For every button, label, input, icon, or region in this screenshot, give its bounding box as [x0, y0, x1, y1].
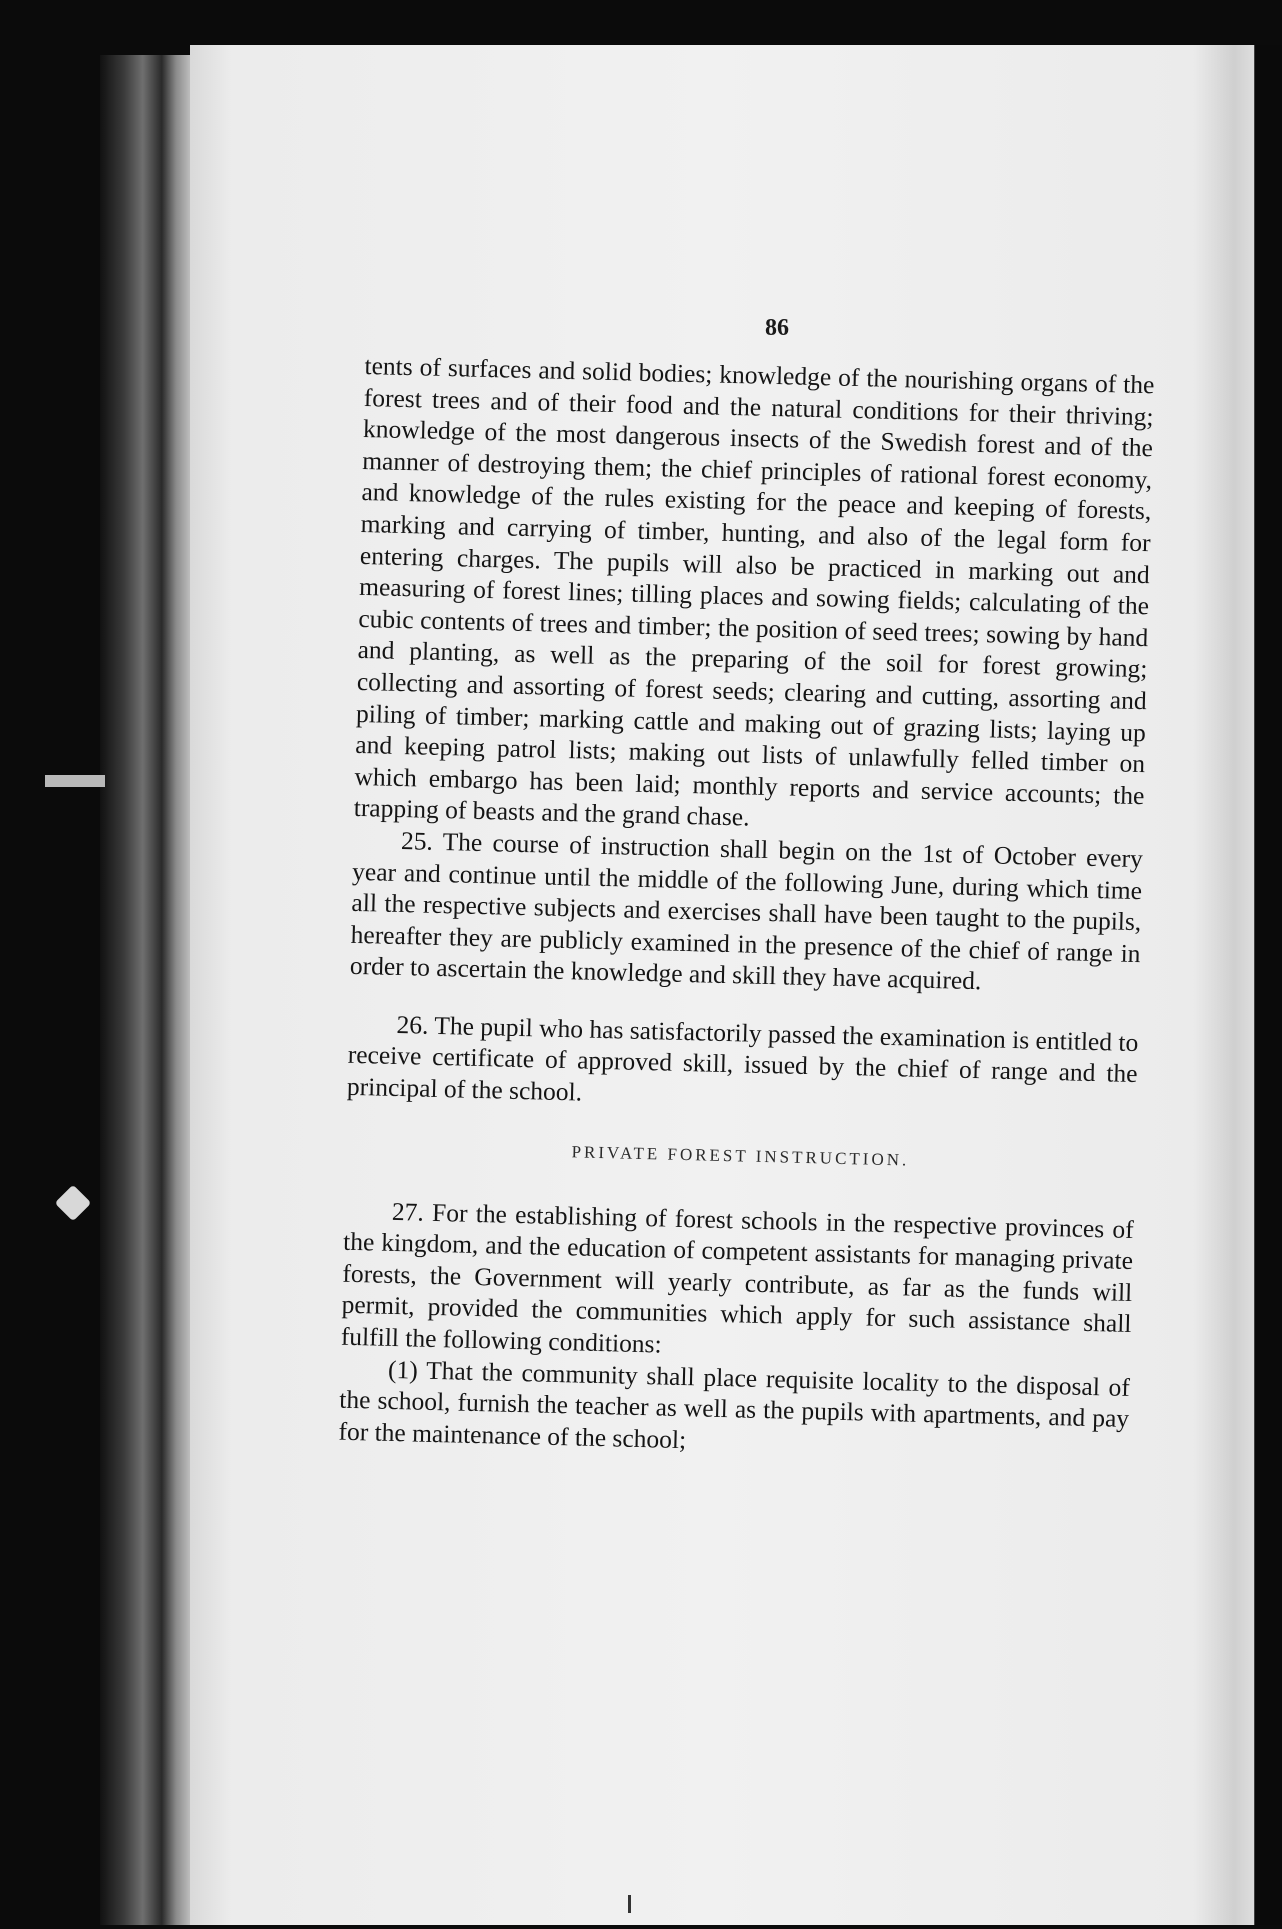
paragraph-25: 25. The course of instruction shall begin on the 1st of October every year and continue until the middle of the following June, during which time all the respective subjects and exercises shall have been taught to the pupils, hereafter they are publicly examined in the presence of the chief of range in order to ascertain the knowledge and skill they have acquired.: [349, 825, 1144, 996]
book-binding-shadow: [100, 55, 195, 1925]
bottom-mark: [628, 1895, 631, 1913]
page-tab-mark: [45, 775, 105, 787]
page-right-edge: [1235, 45, 1282, 1925]
section-heading: PRIVATE FOREST INSTRUCTION.: [571, 1141, 910, 1170]
page-text-block: [338, 350, 1155, 1466]
paragraph-27-condition-1: (1) That the community shall place requisite locality to the disposal of the school, furnish the teacher as well as the pupils with apartments, and pay for the maintenance of the school;: [338, 1354, 1131, 1454]
page-number: 86: [765, 315, 789, 341]
clip-mark: [55, 1185, 92, 1222]
paragraph-27: 27. For the establishing of forest schools in the respective provinces of the kingdom, and the education of competent assistants for managing private forests, the Government will yearly contribute, as far as the funds will permit, provided the communities which apply for such assistance shall fulfill the following conditions:: [340, 1196, 1135, 1359]
paragraph-continuation: tents of surfaces and solid bodies; knowledge of the nourishing organs of the forest trees and of their food and the natural conditions for their thriving; knowledge of the most dangerous insects of the Swedish forest and of the manner of destroying them; the chief principles of rational forest economy, and knowledge of the rules existing for the peace and keeping of forests, marking and carrying of timber, hunting, and also of the legal form for entering charges. The pupils will also be practiced in marking out and measuring of forest lines; tilling places and sowing fields; calculating of the cubic contents of trees and timber; the position of seed trees; sowing by hand and planting, as well as the preparing of the soil for forest growing; collecting and assorting of forest seeds; clearing and cutting, assorting and piling of timber; marking cattle and making out of grazing lists; laying up and keeping patrol lists; making out lists of unlawfully felled timber on which embargo has been laid; monthly reports and service accounts; the trapping of beasts and the grand chase.: [353, 350, 1155, 832]
paragraph-26: 26. The pupil who has satisfactorily passed the examination is entitled to receive certificate of approved skill, issued by the chief of range and the principal of the school.: [346, 1009, 1139, 1107]
